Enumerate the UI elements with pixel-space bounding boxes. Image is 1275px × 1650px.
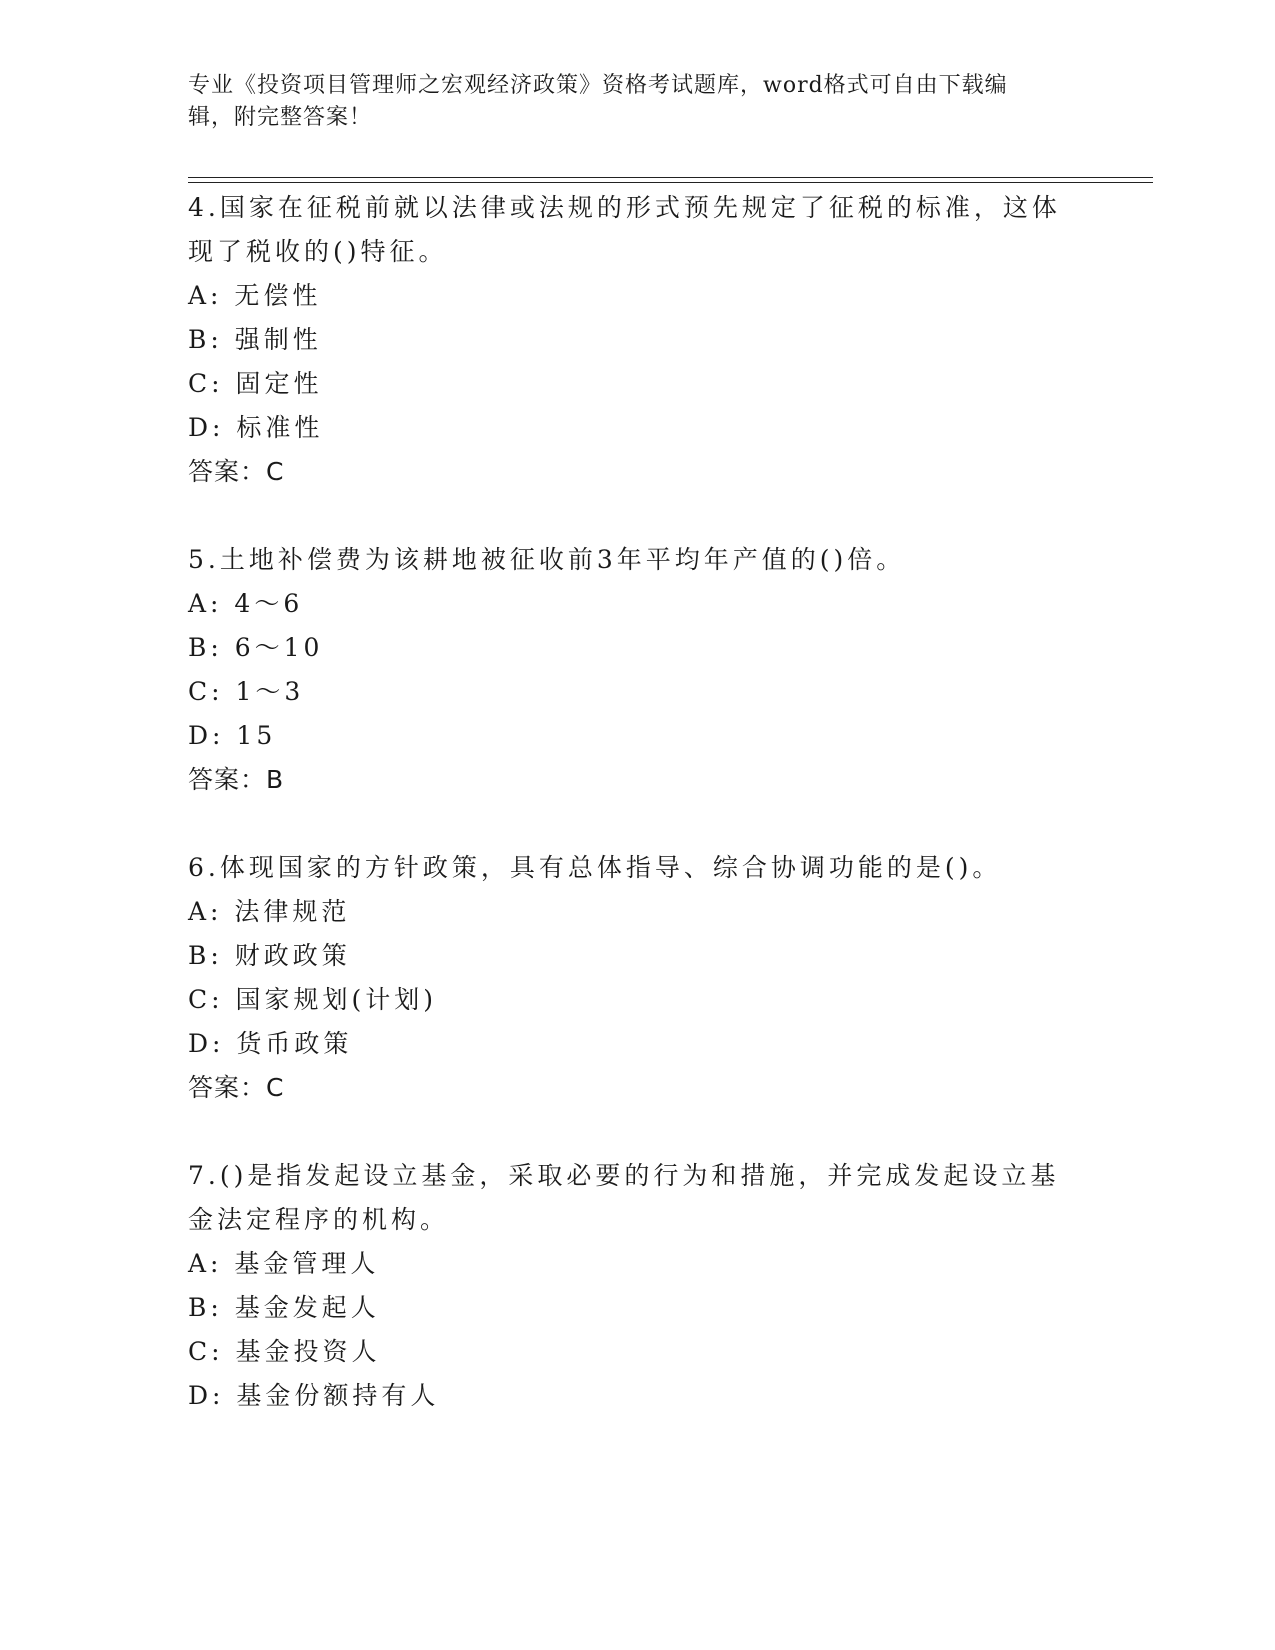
- header-line-1: 专业《投资项目管理师之宏观经济政策》资格考试题库，word格式可自由下载编: [188, 73, 1008, 98]
- question-6-option-b: B: 财政政策: [188, 941, 351, 970]
- document-header: [188, 70, 1088, 134]
- question-5-stem-line-1: 5.土地补偿费为该耕地被征收前3年平均年产值的()倍。: [188, 545, 906, 574]
- question-5-option-b: B: 6～10: [188, 633, 324, 662]
- question-4-stem-line-1: 4.国家在征税前就以法律或法规的形式预先规定了征税的标准，这体: [188, 193, 1061, 222]
- question-6-stem-line-1: 6.体现国家的方针政策，具有总体指导、综合协调功能的是()。: [188, 853, 1002, 882]
- question-5-option-d: D: 15: [188, 721, 277, 750]
- question-7-option-a: A: 基金管理人: [188, 1249, 380, 1278]
- question-7-option-b: B: 基金发起人: [188, 1293, 380, 1322]
- header-line-2: 辑，附完整答案！: [188, 105, 373, 130]
- question-7-option-d: D: 基金份额持有人: [188, 1381, 440, 1410]
- question-6-option-d: D: 货币政策: [188, 1029, 353, 1058]
- question-7-option-c: C: 基金投资人: [188, 1337, 381, 1366]
- question-4-option-b: B: 强制性: [188, 325, 322, 354]
- question-4-option-a: A: 无偿性: [188, 281, 322, 310]
- question-4-option-c: C: 固定性: [188, 369, 323, 398]
- header-divider-top: [188, 177, 1153, 178]
- question-4-option-d: D: 标准性: [188, 413, 324, 442]
- question-4-answer: 答案：C: [188, 457, 285, 486]
- question-7-stem-line-2: 金法定程序的机构。: [188, 1205, 450, 1234]
- question-6-answer: 答案：C: [188, 1073, 285, 1102]
- question-4-stem-line-2: 现了税收的()特征。: [188, 237, 448, 266]
- header-divider-bottom: [188, 182, 1153, 183]
- question-5-option-c: C: 1～3: [188, 677, 305, 706]
- question-5-option-a: A: 4～6: [188, 589, 304, 618]
- question-7-stem-line-1: 7.()是指发起设立基金，采取必要的行为和措施，并完成发起设立基: [188, 1161, 1060, 1190]
- question-6-option-a: A: 法律规范: [188, 897, 351, 926]
- question-5-answer: 答案：B: [188, 765, 285, 794]
- question-6-option-c: C: 国家规划(计划): [188, 985, 438, 1014]
